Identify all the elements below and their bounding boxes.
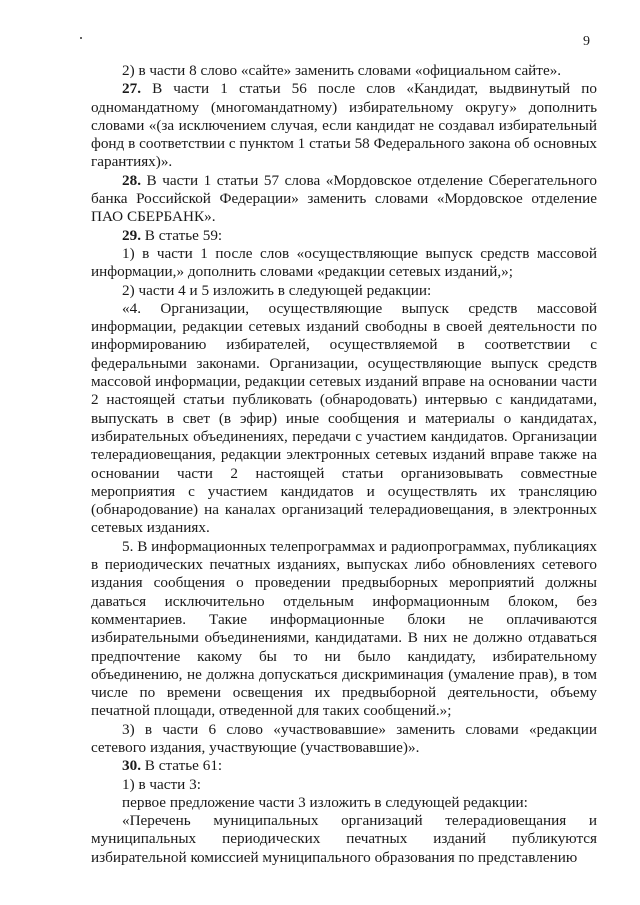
paragraph-text: 3) в части 6 слово «участвовавшие» заменить словами «редакции сетевого издания, участвующие (участвовавшие)».	[91, 720, 597, 756]
paragraph	[91, 776, 597, 794]
paragraph	[91, 721, 597, 758]
paragraph	[91, 62, 597, 80]
scan-speck	[80, 37, 82, 39]
paragraph-text: В части 1 статьи 57 слова «Мордовское отделение Сберегательного банка Российской Федерации» заменить словами «Мордовское отделение ПАО СБЕРБАНК».	[91, 171, 597, 226]
paragraph	[91, 245, 597, 282]
paragraph-text: «Перечень муниципальных организаций телерадиовещания и муниципальных периодических печатных изданий публикуются избирательной комиссией муниципального образования по представлению	[91, 812, 597, 866]
item-number: 28.	[122, 171, 141, 189]
paragraph-text: 1) в части 1 после слов «осуществляющие выпуск средств массовой информации,» дополнить словами «редакции сетевых изданий,»;	[91, 244, 597, 281]
paragraph-text: В статье 59:	[140, 226, 223, 244]
paragraph-text: 2) части 4 и 5 изложить в следующей редакции:	[122, 281, 432, 299]
paragraph-text: В части 1 статьи 56 после слов «Кандидат, выдвинутый по одномандатному (многомандатному) избирательному округу» дополнить словами «(за исключением случая, если кандидат не создавал избирательный фонд в соответствии с пунктом 1 статьи 58 Федерального закона об основных гарантиях)».	[91, 80, 597, 171]
paragraph	[91, 80, 597, 171]
page-number: 9	[583, 34, 590, 49]
paragraph	[91, 300, 597, 538]
document-body	[91, 62, 597, 867]
item-number: 27.	[122, 80, 141, 98]
paragraph-text: «4. Организации, осуществляющие выпуск средств массовой информации, редакции сетевых изданий свободны в своей деятельности по информированию избирателей, осуществляемой в соответствии с федеральными законами. Организации, осуществляющие выпуск средств массовой информации, редакции сетевых изданий вправе на основании части 2 настоящей статьи публиковать (обнародовать) интервью с кандидатами, выпускать в свет (в эфир) иные сообщения и материалы о кандидатах, избирательных объединениях, передачи с участием кандидатов. Организации телерадиовещания, редакции электронных сетевых изданий вправе также на основании части 2 настоящей статьи организовывать совместные мероприятия с участием кандидатов и осуществлять их трансляцию (обнародование) на каналах организаций телерадиовещания, в электронных сетевых изданиях.	[91, 299, 597, 537]
paragraph	[91, 172, 597, 227]
item-number: 30.	[122, 757, 141, 775]
item-number: 29.	[122, 226, 141, 244]
paragraph	[91, 812, 597, 867]
paragraph-text: 1) в части 3:	[122, 775, 201, 793]
paragraph	[91, 227, 597, 245]
paragraph	[91, 282, 597, 300]
paragraph	[91, 757, 597, 775]
paragraph	[91, 538, 597, 721]
paragraph-text: 5. В информационных телепрограммах и радиопрограммах, публикациях в периодических печатных изданиях, выпусках либо обновлениях сетевого издания сообщения о проведении предвыборных мероприятий должны даваться исключительно отдельным информационным блоком, без комментариев. Такие информационные блоки не оплачиваются избирательными объединениями, кандидатами. В них не должно отдаваться предпочтение какому бы то ни было кандидату, избирательному объединению, не должна допускаться дискриминация (умаление прав), в том числе по времени освещения их предвыборной деятельности, объему печатной площади, отведенной для таких сообщений.»;	[91, 537, 597, 720]
paragraph	[91, 794, 597, 812]
paragraph-text: В статье 61:	[140, 757, 223, 775]
paragraph-text: 2) в части 8 слово «сайте» заменить словами «официальном сайте».	[122, 62, 562, 79]
paragraph-text: первое предложение части 3 изложить в следующей редакции:	[122, 793, 528, 811]
